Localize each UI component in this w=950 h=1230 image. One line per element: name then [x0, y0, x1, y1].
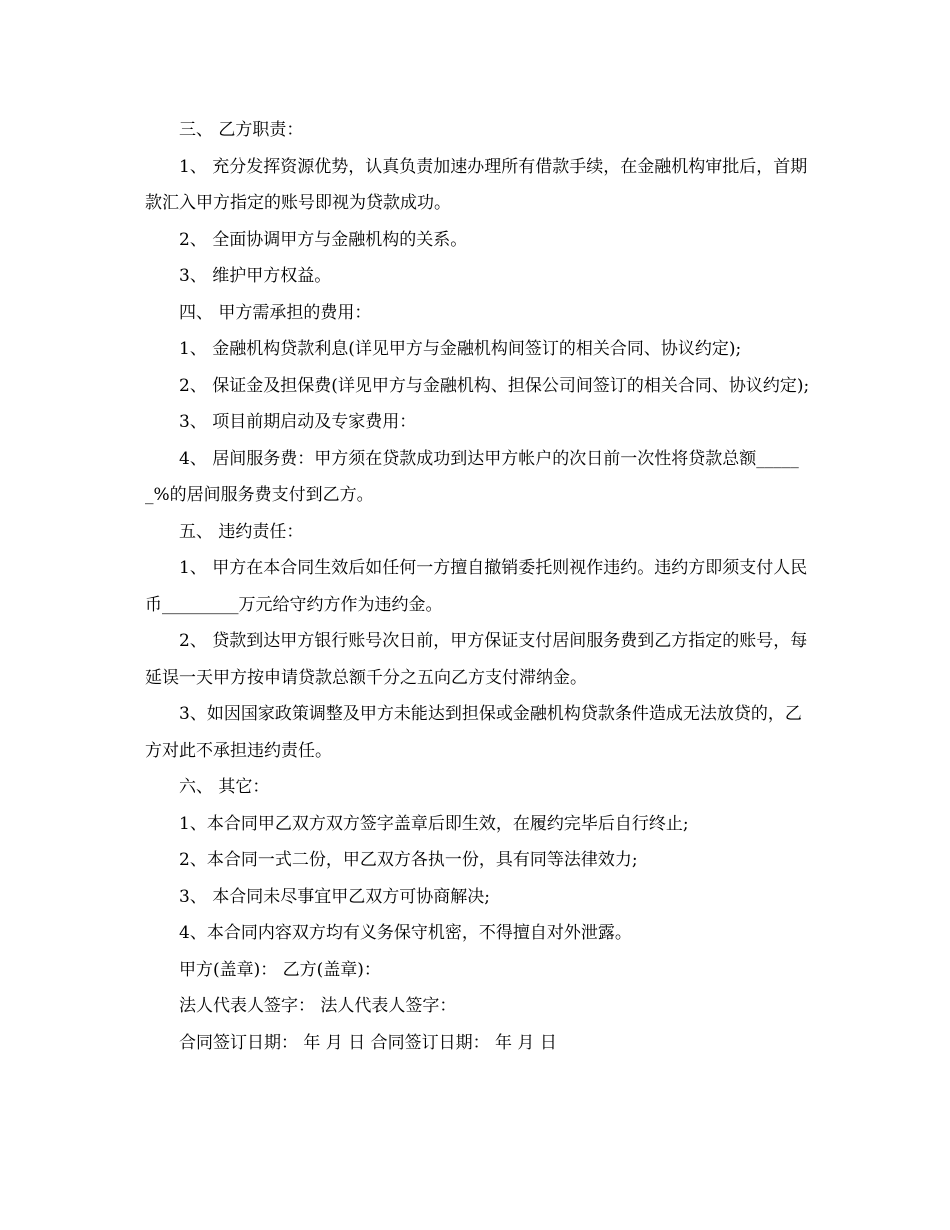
clause-paragraph: 1、本合同甲乙双方双方签字盖章后即生效，在履约完毕后自行终止;	[179, 813, 689, 834]
signature-seal-line: 甲方(盖章)： 乙方(盖章)：	[179, 959, 381, 980]
signature-date-line: 合同签订日期： 年 月 日 合同签订日期： 年 月 日	[179, 1032, 557, 1053]
contract-page	[145, 112, 810, 1061]
clause-paragraph: 1、 充分发挥资源优势，认真负责加速办理所有借款手续，在金融机构审批后，首期款汇入甲方指定的账号即视为贷款成功。	[145, 156, 808, 213]
clause-paragraph: 3、 项目前期启动及专家费用：	[179, 412, 417, 432]
clause-paragraph: 3、如因国家政策调整及甲方未能达到担保或金融机构贷款条件造成无法放贷的，乙方对此不承担违约责任。	[145, 704, 802, 761]
section-heading-liability: 五、 违约责任：	[179, 521, 304, 542]
clause-paragraph: 2、本合同一式二份，甲乙双方各执一份，具有同等法律效力;	[179, 850, 638, 870]
clause-paragraph: 1、 金融机构贷款利息(详见甲方与金融机构间签订的相关合同、协议约定);	[179, 339, 742, 359]
signature-representative-line: 法人代表人签字： 法人代表人签字：	[179, 996, 457, 1016]
clause-paragraph: 3、 本合同未尽事宜甲乙双方可协商解决;	[179, 886, 490, 907]
section-heading-other: 六、 其它：	[179, 777, 270, 797]
section-heading-party-a-fees: 四、 甲方需承担的费用：	[179, 302, 372, 323]
clause-paragraph: 1、 甲方在本合同生效后如任何一方擅自撤销委托则视作违约。违约方即须支付人民币_________万元给守约方作为违约金。	[145, 558, 808, 615]
clause-paragraph: 3、 维护甲方权益。	[179, 266, 332, 286]
clause-paragraph: 4、本合同内容双方均有义务保守机密，不得擅自对外泄露。	[179, 923, 632, 943]
clause-paragraph: 4、 居间服务费：甲方须在贷款成功到达甲方帐户的次日前一次性将贷款总额______%的居间服务费支付到乙方。	[145, 448, 799, 505]
clause-paragraph: 2、 贷款到达甲方银行账号次日前，甲方保证支付居间服务费到乙方指定的账号，每延误一天甲方按申请贷款总额千分之五向乙方支付滞纳金。	[145, 631, 808, 688]
section-heading-party-b-duties: 三、 乙方职责：	[179, 120, 304, 140]
clause-paragraph: 2、 保证金及担保费(详见甲方与金融机构、担保公司间签订的相关合同、协议约定);	[179, 375, 810, 396]
clause-paragraph: 2、 全面协调甲方与金融机构的关系。	[179, 229, 468, 250]
